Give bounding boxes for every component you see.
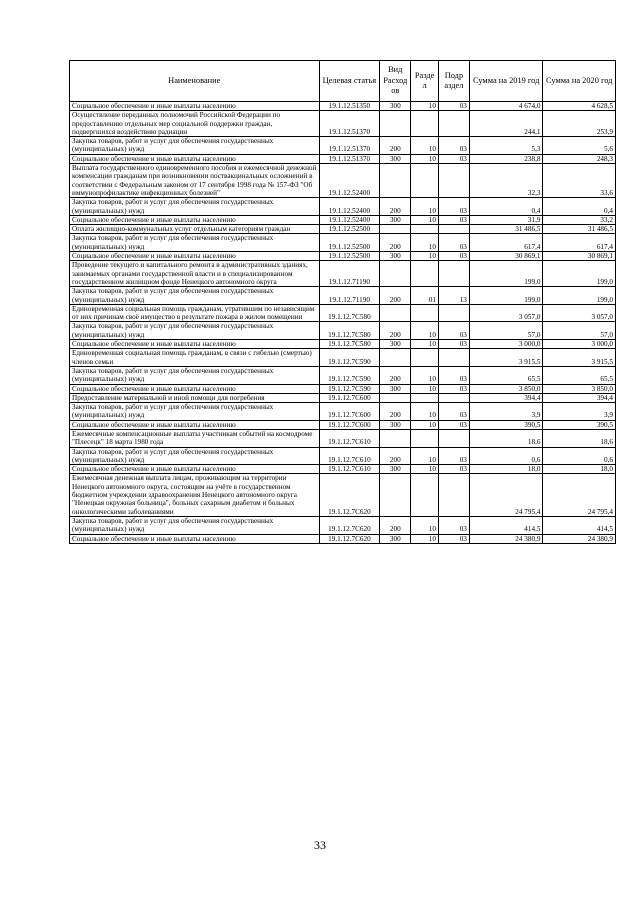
row-name: Оплата жилищно-коммунальных услуг отдельным категориям граждан — [70, 225, 320, 234]
row-expense-type — [380, 164, 411, 198]
row-sum-2019: 24 380,9 — [469, 534, 543, 543]
row-name: Закупка товаров, работ и услуг для обеспечения государственных (муниципальных) нужд — [70, 516, 320, 534]
row-name: Единовременная социальная помощь гражданам, в связи с гибелью (смертью) членов семьи — [70, 349, 320, 367]
table-row — [70, 349, 616, 367]
row-section: 10 — [411, 366, 439, 384]
row-subsection: 03 — [438, 447, 469, 465]
row-section: 10 — [411, 447, 439, 465]
row-name: Социальное обеспечение и иные выплаты населению — [70, 215, 320, 224]
row-expense-type: 300 — [380, 420, 411, 429]
row-section — [411, 349, 439, 367]
row-target-article: 19.1.12.71190 — [319, 261, 380, 287]
row-section: 10 — [411, 420, 439, 429]
row-sum-2019: 57,0 — [469, 322, 543, 340]
row-sum-2019: 4 674,0 — [469, 102, 543, 111]
header-name: Наименование — [70, 61, 320, 102]
row-sum-2019: 30 869,1 — [469, 252, 543, 261]
row-expense-type: 200 — [380, 322, 411, 340]
budget-table — [69, 60, 616, 544]
row-expense-type: 200 — [380, 403, 411, 421]
row-expense-type: 300 — [380, 252, 411, 261]
row-sum-2020: 3 850,0 — [543, 384, 616, 393]
row-sum-2019: 390,5 — [469, 420, 543, 429]
row-sum-2019: 3 000,0 — [469, 340, 543, 349]
row-sum-2020: 199,0 — [543, 261, 616, 287]
header-sum-2019: Сумма на 2019 год — [469, 61, 543, 102]
row-expense-type — [380, 304, 411, 322]
row-sum-2019: 238,8 — [469, 154, 543, 163]
table-row — [70, 534, 616, 543]
row-target-article: 19.1.12.52400 — [319, 198, 380, 216]
row-expense-type — [380, 393, 411, 402]
row-target-article: 19.1.12.52500 — [319, 234, 380, 252]
row-sum-2019: 199,0 — [469, 287, 543, 305]
row-sum-2020: 18,0 — [543, 465, 616, 474]
row-expense-type: 200 — [380, 137, 411, 155]
row-target-article: 19.1.12.7С620 — [319, 474, 380, 516]
row-expense-type: 300 — [380, 102, 411, 111]
table-row — [70, 393, 616, 402]
row-sum-2020: 18,6 — [543, 429, 616, 447]
row-subsection: 03 — [438, 234, 469, 252]
row-sum-2020: 394,4 — [543, 393, 616, 402]
row-subsection — [438, 349, 469, 367]
row-sum-2020: 4 628,5 — [543, 102, 616, 111]
row-target-article: 19.1.12.7С620 — [319, 534, 380, 543]
row-name: Закупка товаров, работ и услуг для обеспечения государственных (муниципальных) нужд — [70, 447, 320, 465]
row-target-article: 19.1.12.52500 — [319, 225, 380, 234]
row-section: 10 — [411, 322, 439, 340]
row-name: Социальное обеспечение и иные выплаты населению — [70, 534, 320, 543]
row-section — [411, 304, 439, 322]
row-name: Осуществление переданных полномочий Российской Федерации по предоставлению отдельных мер социальной поддержки граждан, подвергшихся воздействию радиации — [70, 111, 320, 137]
row-sum-2020: 390,5 — [543, 420, 616, 429]
row-sum-2019: 18,0 — [469, 465, 543, 474]
row-sum-2019: 24 795,4 — [469, 474, 543, 516]
row-target-article: 19.1.12.7С590 — [319, 349, 380, 367]
row-sum-2020: 24 795,4 — [543, 474, 616, 516]
row-section: 10 — [411, 234, 439, 252]
row-target-article: 19.1.12.51350 — [319, 102, 380, 111]
row-subsection: 03 — [438, 403, 469, 421]
row-sum-2020: 248,3 — [543, 154, 616, 163]
row-sum-2019: 0,4 — [469, 198, 543, 216]
row-sum-2019: 3 915,5 — [469, 349, 543, 367]
row-target-article: 19.1.12.7С600 — [319, 393, 380, 402]
row-expense-type — [380, 225, 411, 234]
table-row — [70, 287, 616, 305]
table-row — [70, 215, 616, 224]
row-sum-2020: 5,6 — [543, 137, 616, 155]
row-section: 10 — [411, 154, 439, 163]
table-row — [70, 137, 616, 155]
row-subsection: 03 — [438, 215, 469, 224]
row-subsection: 03 — [438, 252, 469, 261]
row-name: Социальное обеспечение и иные выплаты населению — [70, 252, 320, 261]
table-row — [70, 164, 616, 198]
table-row — [70, 403, 616, 421]
row-target-article: 19.1.12.52400 — [319, 215, 380, 224]
row-subsection: 03 — [438, 102, 469, 111]
row-expense-type: 300 — [380, 215, 411, 224]
row-section — [411, 261, 439, 287]
row-sum-2020: 0,6 — [543, 447, 616, 465]
row-sum-2020: 30 869,1 — [543, 252, 616, 261]
row-target-article: 19.1.12.7С580 — [319, 304, 380, 322]
table-row — [70, 474, 616, 516]
row-section: 10 — [411, 252, 439, 261]
row-sum-2019: 0,6 — [469, 447, 543, 465]
row-target-article: 19.1.12.51370 — [319, 137, 380, 155]
row-name: Социальное обеспечение и иные выплаты населению — [70, 340, 320, 349]
table-row — [70, 102, 616, 111]
row-target-article: 19.1.12.7С620 — [319, 516, 380, 534]
row-sum-2019: 394,4 — [469, 393, 543, 402]
row-target-article: 19.1.12.7С590 — [319, 384, 380, 393]
row-target-article: 19.1.12.7С600 — [319, 420, 380, 429]
row-section — [411, 111, 439, 137]
row-name: Закупка товаров, работ и услуг для обеспечения государственных (муниципальных) нужд — [70, 403, 320, 421]
row-sum-2020: 199,0 — [543, 287, 616, 305]
row-name: Социальное обеспечение и иные выплаты населению — [70, 154, 320, 163]
row-expense-type — [380, 429, 411, 447]
row-subsection: 03 — [438, 137, 469, 155]
row-subsection: 03 — [438, 534, 469, 543]
row-sum-2019: 3,9 — [469, 403, 543, 421]
row-sum-2020: 253,9 — [543, 111, 616, 137]
row-sum-2020: 3,9 — [543, 403, 616, 421]
row-subsection: 03 — [438, 465, 469, 474]
row-section — [411, 429, 439, 447]
table-row — [70, 261, 616, 287]
row-subsection — [438, 474, 469, 516]
row-target-article: 19.1.12.51370 — [319, 111, 380, 137]
row-expense-type — [380, 111, 411, 137]
header-expense-type: Вид Расход ов — [380, 61, 411, 102]
row-name: Проведение текущего и капитального ремонта в административных зданиях, занимаемых органами государственной власти и в специализированном государственном жилищном фонде Ненецкого автономного округа — [70, 261, 320, 287]
row-subsection — [438, 429, 469, 447]
row-sum-2019: 199,0 — [469, 261, 543, 287]
table-row — [70, 304, 616, 322]
row-subsection — [438, 225, 469, 234]
table-row — [70, 420, 616, 429]
row-name: Социальное обеспечение и иные выплаты населению — [70, 384, 320, 393]
row-sum-2019: 3 057,0 — [469, 304, 543, 322]
row-section — [411, 225, 439, 234]
row-sum-2020: 33,6 — [543, 164, 616, 198]
row-sum-2019: 18,6 — [469, 429, 543, 447]
header-sum-2020: Сумма на 2020 год — [543, 61, 616, 102]
row-subsection — [438, 304, 469, 322]
row-section: 10 — [411, 198, 439, 216]
row-name: Единовременная социальная помощь гражданам, утратившим по независящим от них причинам своё имущество в результате пожара в жилом помещении — [70, 304, 320, 322]
row-name: Закупка товаров, работ и услуг для обеспечения государственных (муниципальных) нужд — [70, 287, 320, 305]
row-expense-type: 200 — [380, 366, 411, 384]
table-row — [70, 198, 616, 216]
row-target-article: 19.1.12.52500 — [319, 252, 380, 261]
row-subsection — [438, 111, 469, 137]
row-target-article: 19.1.12.7С610 — [319, 465, 380, 474]
row-target-article: 19.1.12.71190 — [319, 287, 380, 305]
row-target-article: 19.1.12.7С600 — [319, 403, 380, 421]
row-name: Социальное обеспечение и иные выплаты населению — [70, 420, 320, 429]
row-subsection — [438, 261, 469, 287]
row-sum-2020: 24 380,9 — [543, 534, 616, 543]
row-sum-2020: 65,5 — [543, 366, 616, 384]
row-sum-2020: 0,4 — [543, 198, 616, 216]
row-section: 10 — [411, 340, 439, 349]
row-sum-2019: 31,9 — [469, 215, 543, 224]
row-subsection — [438, 393, 469, 402]
row-name: Закупка товаров, работ и услуг для обеспечения государственных (муниципальных) нужд — [70, 322, 320, 340]
row-target-article: 19.1.12.51370 — [319, 154, 380, 163]
row-sum-2020: 57,0 — [543, 322, 616, 340]
row-sum-2020: 31 486,5 — [543, 225, 616, 234]
row-sum-2020: 3 915,5 — [543, 349, 616, 367]
row-name: Закупка товаров, работ и услуг для обеспечения государственных (муниципальных) нужд — [70, 198, 320, 216]
row-sum-2019: 5,3 — [469, 137, 543, 155]
row-sum-2019: 617,4 — [469, 234, 543, 252]
row-expense-type: 200 — [380, 287, 411, 305]
row-expense-type: 200 — [380, 234, 411, 252]
row-expense-type — [380, 261, 411, 287]
row-section: 10 — [411, 465, 439, 474]
row-section — [411, 474, 439, 516]
table-header-row — [70, 61, 616, 102]
table-row — [70, 384, 616, 393]
row-name: Закупка товаров, работ и услуг для обеспечения государственных (муниципальных) нужд — [70, 137, 320, 155]
page-number: 33 — [314, 838, 326, 852]
row-section — [411, 393, 439, 402]
row-name: Закупка товаров, работ и услуг для обеспечения государственных (муниципальных) нужд — [70, 366, 320, 384]
row-target-article: 19.1.12.7С610 — [319, 429, 380, 447]
row-section: 10 — [411, 403, 439, 421]
row-target-article: 19.1.12.52400 — [319, 164, 380, 198]
row-sum-2019: 3 850,0 — [469, 384, 543, 393]
table-row — [70, 366, 616, 384]
row-section: 10 — [411, 516, 439, 534]
row-name: Ежемесячные компенсационные выплаты участникам событий на космодроме "Плесецк" 18 марта 1980 года — [70, 429, 320, 447]
row-name: Выплата государственного единовременного пособия и ежемесячной денежной компенсации гражданам при возникновении поствакцинальных осложнений в соответствии с Федеральным законом от 17 сентября 1998 года № 157-ФЗ "Об иммунопрофилактике инфекционных болезней" — [70, 164, 320, 198]
row-subsection: 03 — [438, 420, 469, 429]
table-row — [70, 234, 616, 252]
row-expense-type: 300 — [380, 154, 411, 163]
row-section: 10 — [411, 215, 439, 224]
row-target-article: 19.1.12.7С580 — [319, 322, 380, 340]
row-sum-2019: 414,5 — [469, 516, 543, 534]
row-section — [411, 164, 439, 198]
row-sum-2020: 3 057,0 — [543, 304, 616, 322]
row-section: 10 — [411, 137, 439, 155]
row-subsection: 03 — [438, 516, 469, 534]
row-expense-type: 200 — [380, 516, 411, 534]
table-body — [70, 102, 616, 544]
table-row — [70, 516, 616, 534]
row-sum-2020: 3 000,0 — [543, 340, 616, 349]
row-expense-type — [380, 349, 411, 367]
table-row — [70, 447, 616, 465]
table-row — [70, 340, 616, 349]
row-section: 01 — [411, 287, 439, 305]
row-expense-type: 300 — [380, 340, 411, 349]
row-name: Закупка товаров, работ и услуг для обеспечения государственных (муниципальных) нужд — [70, 234, 320, 252]
row-section: 10 — [411, 102, 439, 111]
row-subsection: 03 — [438, 384, 469, 393]
table-row — [70, 429, 616, 447]
row-expense-type: 300 — [380, 384, 411, 393]
row-expense-type — [380, 474, 411, 516]
row-sum-2019: 32,3 — [469, 164, 543, 198]
row-section: 10 — [411, 384, 439, 393]
row-sum-2020: 617,4 — [543, 234, 616, 252]
row-target-article: 19.1.12.7С580 — [319, 340, 380, 349]
row-sum-2019: 244,1 — [469, 111, 543, 137]
row-section: 10 — [411, 534, 439, 543]
row-subsection: 03 — [438, 322, 469, 340]
row-subsection: 13 — [438, 287, 469, 305]
row-subsection: 03 — [438, 198, 469, 216]
row-expense-type: 300 — [380, 534, 411, 543]
row-target-article: 19.1.12.7С610 — [319, 447, 380, 465]
row-sum-2019: 31 486,5 — [469, 225, 543, 234]
header-subsection: Подр аздел — [438, 61, 469, 102]
header-section: Разде л — [411, 61, 439, 102]
row-name: Ежемесячная денежная выплата лицам, проживающим на территории Ненецкого автономного округа, состоящим на учёте в государственном бюджетном учреждении здравоохранения Ненецкого автономного округа "Ненецкая окружная больница", больных сахарным диабетом и больных онкологическими заболеваниями — [70, 474, 320, 516]
row-expense-type: 200 — [380, 198, 411, 216]
row-sum-2020: 414,5 — [543, 516, 616, 534]
row-sum-2020: 33,2 — [543, 215, 616, 224]
header-target-article: Целевая статья — [319, 61, 380, 102]
row-subsection: 03 — [438, 340, 469, 349]
table-row — [70, 252, 616, 261]
row-expense-type: 300 — [380, 465, 411, 474]
row-name: Социальное обеспечение и иные выплаты населению — [70, 465, 320, 474]
row-subsection: 03 — [438, 154, 469, 163]
row-target-article: 19.1.12.7С590 — [319, 366, 380, 384]
table-row — [70, 225, 616, 234]
row-name: Предоставление материальной и иной помощи для погребения — [70, 393, 320, 402]
row-sum-2019: 65,5 — [469, 366, 543, 384]
table-row — [70, 111, 616, 137]
row-subsection: 03 — [438, 366, 469, 384]
row-expense-type: 200 — [380, 447, 411, 465]
row-name: Социальное обеспечение и иные выплаты населению — [70, 102, 320, 111]
table-row — [70, 154, 616, 163]
table-row — [70, 465, 616, 474]
row-subsection — [438, 164, 469, 198]
table-row — [70, 322, 616, 340]
